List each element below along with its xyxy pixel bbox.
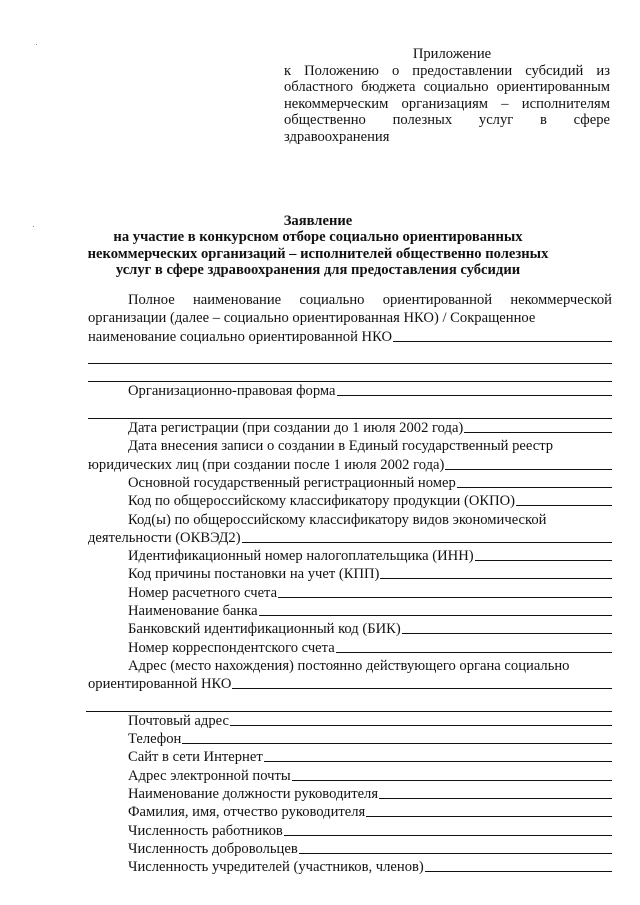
postal-field[interactable] [230, 724, 612, 726]
scan-speck [36, 44, 37, 45]
field-label: Номер расчетного счета [128, 584, 278, 601]
field-label: Код по общероссийскому классификатору продукции (ОКПО) [128, 493, 516, 510]
address-extra-line[interactable] [86, 694, 612, 712]
legal-form-row [88, 382, 612, 400]
founders-row [88, 858, 612, 876]
appendix-block [284, 46, 610, 146]
okpo-field[interactable] [516, 504, 612, 506]
field-label: Банковский идентификационный код (БИК) [128, 621, 401, 638]
full-name-paragraph: Полное наименование социально ориентированной некоммерческой организации (далее – социально ориентированная НКО) / Сокращенное [88, 292, 612, 327]
full-name-extra-line[interactable] [88, 346, 612, 364]
heading-line: некоммерческих организаций – исполнителей общественно полезных [87, 245, 549, 262]
inn-field[interactable] [475, 559, 612, 561]
field-label: Численность работников [128, 822, 283, 839]
field-label: деятельности (ОКВЭД2) [88, 529, 241, 546]
ogrn-row [88, 474, 612, 492]
ogrn-field[interactable] [457, 486, 612, 488]
website-field[interactable] [264, 760, 612, 762]
corr-account-row [88, 639, 612, 657]
reg-date-row [88, 419, 612, 437]
head-position-field[interactable] [379, 797, 612, 799]
field-label: Почтовый адрес [128, 712, 229, 729]
field-label: Адрес электронной почты [128, 767, 291, 784]
address-label: Адрес (место нахождения) постоянно действующего органа социально [128, 657, 570, 674]
scan-speck [33, 226, 34, 227]
field-label: Наименование банка [128, 603, 258, 620]
okved-field[interactable] [242, 541, 612, 543]
account-row [88, 584, 612, 602]
field-label: Телефон [128, 731, 182, 748]
field-label: Численность добровольцев [128, 840, 298, 857]
field-label: Код причины постановки на учет (КПП) [128, 566, 380, 583]
kpp-field[interactable] [380, 577, 612, 579]
bank-row [88, 602, 612, 620]
employees-field[interactable] [284, 834, 612, 836]
phone-field[interactable] [182, 742, 612, 744]
full-name-extra-line[interactable] [88, 364, 612, 382]
heading-line: услуг в сфере здравоохранения для предоставления субсидии [115, 262, 521, 279]
bank-field[interactable] [259, 614, 612, 616]
field-label: Организационно-правовая форма [128, 383, 336, 400]
reg-date-field[interactable] [464, 431, 612, 433]
appendix-text: к Положению о предоставлении субсидий из областного бюджета социально ориентированным некоммерческим организациям – исполнителям общественно полезных услуг в сфере здравоохранения [284, 62, 610, 145]
volunteers-field[interactable] [299, 852, 612, 854]
volunteers-row [88, 840, 612, 858]
field-label: Сайт в сети Интернет [128, 749, 263, 766]
okved-row [88, 529, 612, 547]
employees-row [88, 822, 612, 840]
postal-row [88, 712, 612, 730]
full-name-row [88, 328, 612, 346]
application-form [88, 291, 612, 877]
bik-row [88, 620, 612, 638]
field-label: Дата регистрации (при создании до 1 июля 2002 года) [128, 420, 464, 437]
website-row [88, 748, 612, 766]
field-label: наименование социально ориентированной НКО [88, 328, 393, 345]
legal-form-extra-line[interactable] [88, 401, 612, 419]
field-label: Номер корреспондентского счета [128, 639, 335, 656]
appendix-title: Приложение [412, 46, 492, 62]
field-label: Идентификационный номер налогоплательщика (ИНН) [128, 548, 474, 565]
founders-field[interactable] [425, 870, 612, 872]
record-date-field[interactable] [445, 468, 612, 470]
application-heading [80, 213, 556, 279]
email-field[interactable] [292, 779, 612, 781]
field-label: Наименование должности руководителя [128, 786, 379, 803]
kpp-row [88, 565, 612, 583]
heading-line: на участие в конкурсном отборе социально ориентированных [113, 229, 523, 246]
field-label: Численность учредителей (участников, членов) [128, 859, 424, 876]
field-label: Фамилия, имя, отчество руководителя [128, 804, 366, 821]
account-field[interactable] [278, 596, 612, 598]
head-position-row [88, 785, 612, 803]
corr-account-field[interactable] [336, 651, 612, 653]
field-label: Основной государственный регистрационный номер [128, 474, 456, 491]
field-label: юридических лиц (при создании после 1 июля 2002 года) [88, 456, 445, 473]
head-name-row [88, 803, 612, 821]
record-date-label: Дата внесения записи о создании в Единый государственный реестр [128, 438, 554, 455]
okved-label: Код(ы) по общероссийскому классификатору видов экономической [128, 511, 547, 528]
inn-row [88, 547, 612, 565]
record-date-row [88, 456, 612, 474]
okpo-row [88, 492, 612, 510]
address-field[interactable] [232, 687, 612, 689]
legal-form-field[interactable] [337, 394, 612, 396]
email-row [88, 767, 612, 785]
bik-field[interactable] [402, 632, 612, 634]
address-row [88, 675, 612, 693]
heading-title: Заявление [283, 213, 353, 229]
phone-row [88, 730, 612, 748]
full-name-field[interactable] [393, 340, 612, 342]
head-name-field[interactable] [366, 815, 612, 817]
field-label: ориентированной НКО [88, 676, 232, 693]
